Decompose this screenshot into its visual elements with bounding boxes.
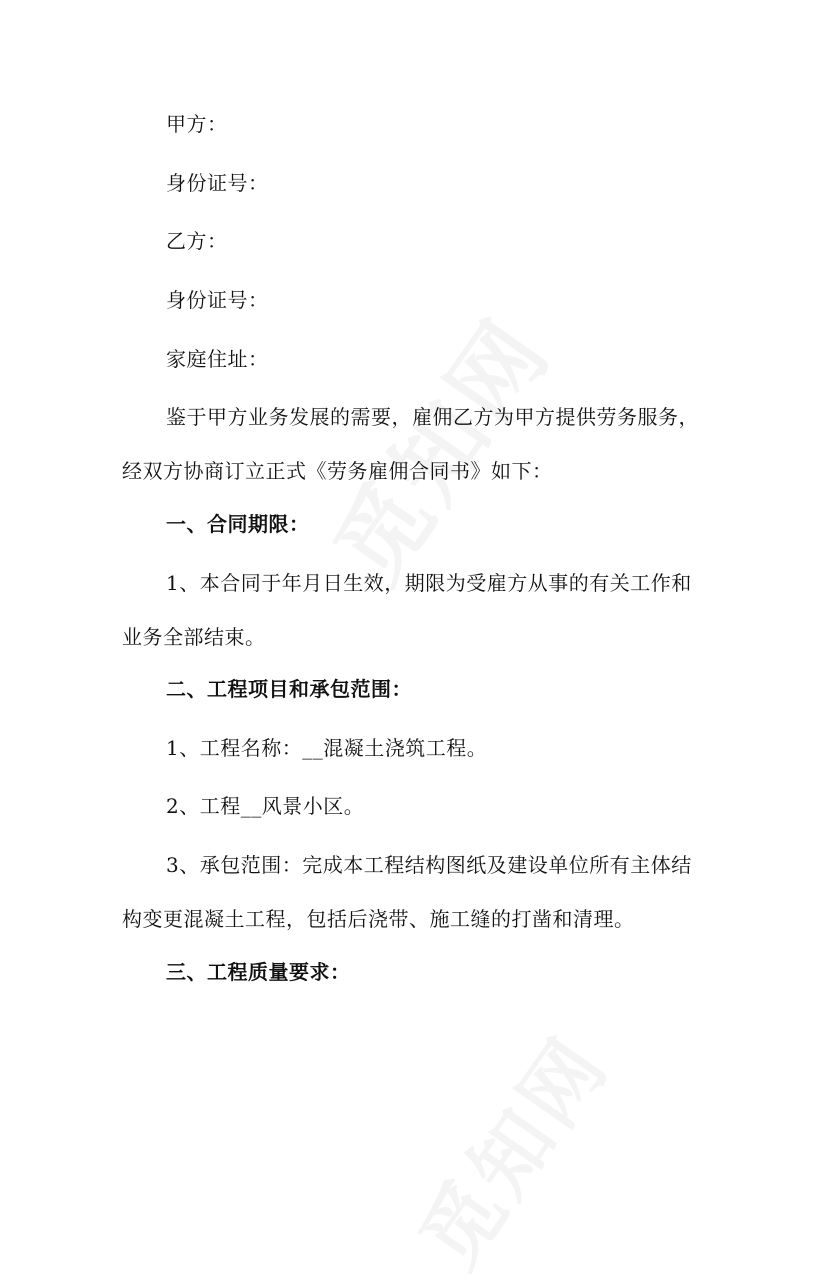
section-2-item-1: 1、工程名称：__混凝土浇筑工程。 xyxy=(166,736,488,760)
section-2-item-3 xyxy=(122,853,706,931)
party-b-id-label: 身份证号： xyxy=(166,288,269,312)
intro-line-2: 经双方协商订立正式《劳务雇佣合同书》如下： xyxy=(122,459,553,483)
home-address-label: 家庭住址： xyxy=(166,347,269,371)
section-1-item-1-line-1: 1、本合同于年月日生效，期限为受雇方从事的有关工作和 xyxy=(166,571,692,595)
party-a-label: 甲方： xyxy=(166,112,228,136)
section-2-item-3-line-1: 3、承包范围：完成本工程结构图纸及建设单位所有主体结 xyxy=(166,853,692,877)
party-b-label: 乙方： xyxy=(166,229,228,253)
section-1-item-1-line-2: 业务全部结束。 xyxy=(122,625,266,649)
party-a-id-label: 身份证号： xyxy=(166,171,269,195)
section-1-heading: 一、合同期限： xyxy=(166,512,310,536)
section-2-heading: 二、工程项目和承包范围： xyxy=(166,677,412,701)
intro-paragraph xyxy=(122,405,706,483)
section-2-item-2: 2、工程__风景小区。 xyxy=(166,794,365,818)
intro-line-1: 鉴于甲方业务发展的需要，雇佣乙方为甲方提供劳务服务， xyxy=(166,405,699,429)
section-1-item-1 xyxy=(122,571,706,649)
watermark xyxy=(388,1009,630,1286)
section-3-heading: 三、工程质量要求： xyxy=(166,960,351,984)
section-2-item-3-line-2: 构变更混凝土工程，包括后浇带、施工缝的打凿和清理。 xyxy=(122,907,635,931)
